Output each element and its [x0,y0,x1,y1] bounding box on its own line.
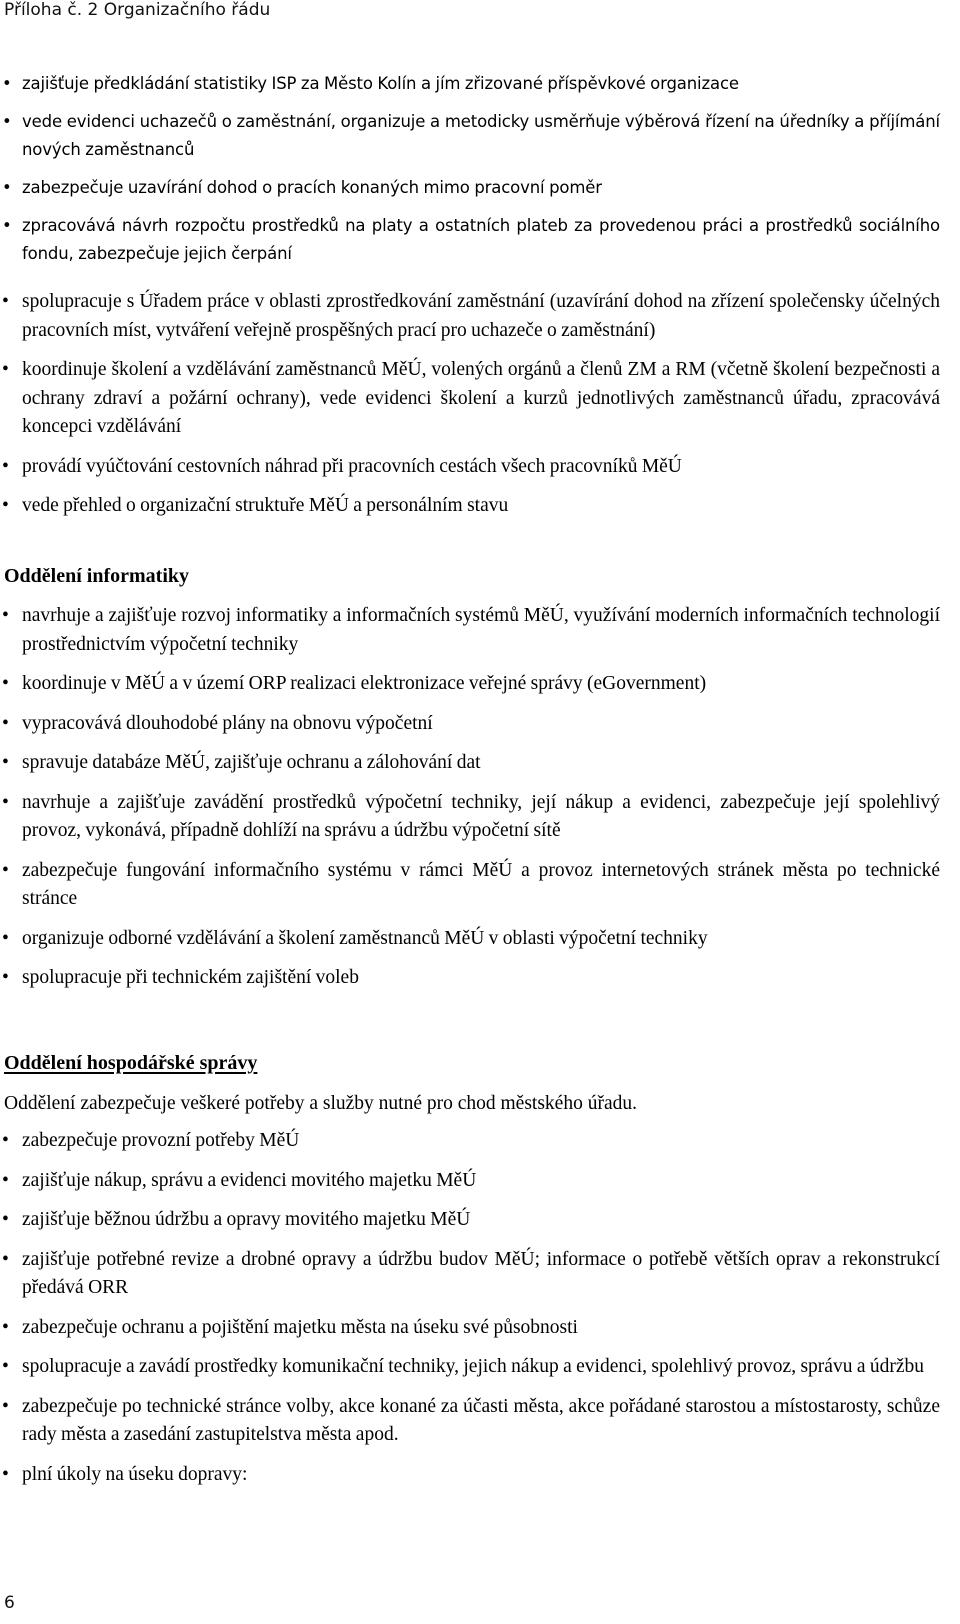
bullet-dot-icon: • [2,791,9,813]
section-heading-hospodarska: Oddělení hospodářské správy [4,1052,258,1074]
list-item: • provádí vyúčtování cestovních náhrad při pracovních cestách všech pracovníků MěÚ [0,453,940,482]
list-item: • zpracovává návrh rozpočtu prostředků na platy a ostatních plateb za provedenou práci a prostředků sociálního fondu, zabezpečuje jejich čerpání [0,212,940,268]
bullet-dot-icon: • [2,1248,9,1270]
list-item: • navrhuje a zajišťuje zavádění prostředků výpočetní techniky, její nákup a evidenci, zabezpečuje její spolehlivý provoz, vykonává, případně dohlíží na správu a údržbu výpočetní sítě [0,789,940,846]
list-item: • navrhuje a zajišťuje rozvoj informatiky a informačních systémů MěÚ, využívání moderních informačních technologií prostřednictvím výpočetní techniky [0,602,940,659]
bullet-dot-icon: • [2,752,9,773]
list-item: • zajišťuje předkládání statistiky ISP za Město Kolín a jím zřizované příspěvkové organizace [0,70,940,98]
personal-list [0,70,940,268]
bullet-dot-icon: • [2,1130,9,1151]
bullet-dot-icon: • [2,359,9,380]
list-item: • zajišťuje běžnou údržbu a opravy movitého majetku MěÚ [0,1206,940,1235]
bullet-dot-icon: • [2,1209,9,1230]
list-item: • vede přehled o organizační struktuře MěÚ a personálním stavu [0,492,940,521]
bullet-dot-icon: • [2,859,9,881]
bullet-dot-icon: • [2,1463,9,1485]
bullet-dot-icon: • [2,112,12,131]
bullet-dot-icon: • [2,455,9,477]
list-item: • plní úkoly na úseku dopravy: [0,1461,940,1490]
bullet-dot-icon: • [2,1395,9,1417]
bullet-dot-icon: • [2,1316,9,1338]
list-item: • zabezpečuje fungování informačního systému v rámci MěÚ a provoz internetových stránek města po technické stránce [0,857,940,914]
list-item: • koordinuje v MěÚ a v území ORP realizaci elektronizace veřejné správy (eGovernment) [0,670,940,699]
list-item: • spolupracuje a zavádí prostředky komunikační techniky, jejich nákup a evidenci, spolehlivý provoz, správu a údržbu [0,1353,940,1382]
personal-list-continued [0,288,940,521]
page-number: 6 [4,1593,15,1613]
list-item: • zajišťuje potřebné revize a drobné opravy a údržbu budov MěÚ; informace o potřebě větších oprav a rekonstrukcí předává ORR [0,1246,940,1303]
section-intro: Oddělení zabezpečuje veškeré potřeby a služby nutné pro chod městského úřadu. [4,1093,637,1114]
list-item: • spolupracuje s Úřadem práce v oblasti zprostředkování zaměstnání (uzavírání dohod na zřízení společensky účelných pracovních míst, vytváření veřejně prospěšných prací pro uchazeče o zaměstnání) [0,288,940,345]
hospodarska-list [0,1127,940,1489]
list-item: • zabezpečuje ochranu a pojištění majetku města na úseku své působnosti [0,1314,940,1343]
informatika-list [0,602,940,993]
bullet-dot-icon: • [2,291,9,312]
page-header: Příloha č. 2 Organizačního řádu [4,0,271,20]
bullet-dot-icon: • [2,967,9,988]
list-item: • spravuje databáze MěÚ, zajišťuje ochranu a zálohování dat [0,749,940,778]
bullet-dot-icon: • [2,74,12,93]
bullet-dot-icon: • [2,927,9,949]
bullet-dot-icon: • [2,605,9,626]
list-item: • zabezpečuje provozní potřeby MěÚ [0,1127,940,1156]
section-heading-informatika: Oddělení informatiky [4,565,190,587]
list-item: • vede evidenci uchazečů o zaměstnání, organizuje a metodicky usměrňuje výběrová řízení na úředníky a příjímání nových zaměstnanců [0,108,940,164]
bullet-dot-icon: • [2,1356,9,1377]
bullet-dot-icon: • [2,673,9,694]
bullet-dot-icon: • [2,712,9,734]
list-item: • organizuje odborné vzdělávání a školení zaměstnanců MěÚ v oblasti výpočetní techniky [0,925,940,954]
bullet-dot-icon: • [2,178,12,197]
bullet-dot-icon: • [2,1169,9,1191]
list-item: • zabezpečuje uzavírání dohod o pracích konaných mimo pracovní poměr [0,174,940,202]
list-item: • zabezpečuje po technické stránce volby, akce konané za účasti města, akce pořádané starostou a místostarosty, schůze rady města a zasedání zastupitelstva města apod. [0,1393,940,1450]
bullet-dot-icon: • [2,495,9,516]
list-item: • koordinuje školení a vzdělávání zaměstnanců MěÚ, volených orgánů a členů ZM a RM (včetně školení bezpečnosti a ochrany zdraví a požární ochrany), vede evidenci školení a kurzů jednotlivých zaměstnanců úřadu, zpracovává koncepci vzdělávání [0,356,940,442]
list-item: • zajišťuje nákup, správu a evidenci movitého majetku MěÚ [0,1167,940,1196]
list-item: • spolupracuje při technickém zajištění voleb [0,964,940,993]
bullet-dot-icon: • [2,216,12,235]
list-item: • vypracovává dlouhodobé plány na obnovu výpočetní [0,710,940,739]
